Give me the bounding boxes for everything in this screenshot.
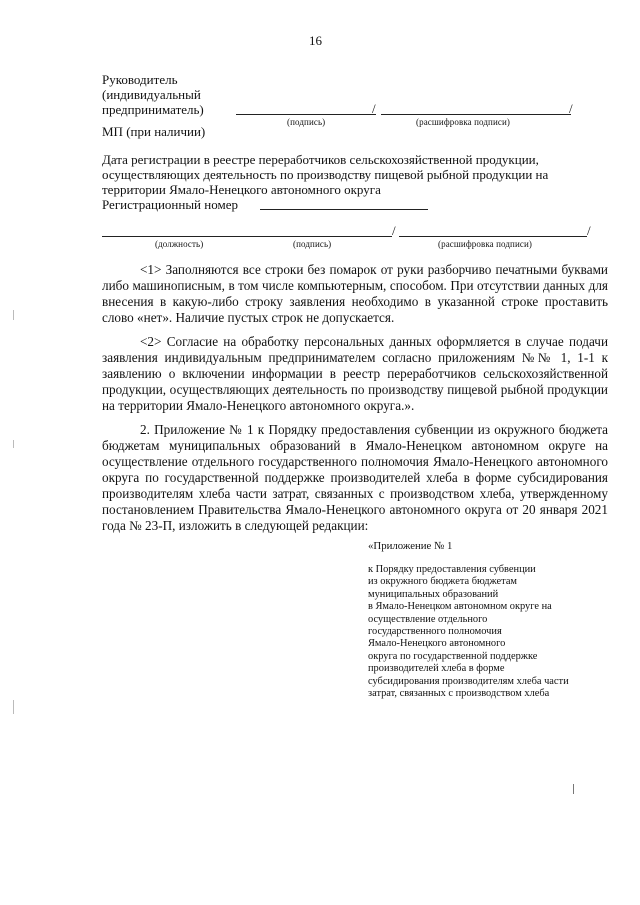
- reg-decode-caption: (расшифровка подписи): [438, 239, 532, 249]
- reg-decode-line: [399, 236, 587, 237]
- page-number: 16: [309, 33, 322, 48]
- registration-number-line: [260, 209, 428, 210]
- scan-mark: [573, 784, 574, 794]
- appendix-line: муниципальных образований: [368, 588, 499, 600]
- head-title-line2: (индивидуальный: [102, 87, 201, 102]
- scan-mark: [13, 440, 14, 448]
- appendix-line: осуществление отдельного: [368, 613, 488, 625]
- head-decode-line: [381, 114, 571, 115]
- head-slash: /: [372, 101, 376, 116]
- registration-line3: территории Ямало-Ненецкого автономного округа: [102, 182, 381, 197]
- stamp-place-label: МП (при наличии): [102, 124, 206, 139]
- appendix-line: производителей хлеба в форме: [368, 663, 505, 675]
- scan-mark: [13, 310, 14, 320]
- appendix-line: субсидирования производителям хлеба части: [368, 675, 569, 687]
- appendix-title: «Приложение № 1: [368, 540, 453, 552]
- reg-signature-caption: (подпись): [293, 239, 332, 249]
- reg-slash: /: [392, 223, 396, 238]
- position-line: [102, 236, 392, 237]
- reg-slash-end: /: [587, 223, 591, 238]
- appendix-line: государственного полномочия: [368, 626, 502, 638]
- head-slash-end: /: [569, 101, 573, 116]
- head-title-line3: предприниматель): [102, 102, 204, 117]
- registration-line1: Дата регистрации в реестре переработчиков сельскохозяйственной продукции,: [102, 152, 539, 167]
- registration-line2: осуществляющих деятельность по производству пищевой рыбной продукции на: [102, 167, 549, 182]
- appendix-line: к Порядку предоставления субвенции: [368, 564, 536, 575]
- appendix-subtitle: [368, 564, 603, 700]
- appendix-line: Ямало-Ненецкого автономного: [368, 638, 506, 650]
- position-caption: (должность): [155, 239, 204, 249]
- head-signature-line: [236, 114, 376, 115]
- appendix-line: в Ямало-Ненецком автономном округе на: [368, 601, 552, 613]
- appendix-line: из окружного бюджета бюджетам: [368, 576, 518, 588]
- appendix-line: округа по государственной поддержке: [368, 650, 538, 662]
- item-2-paragraph: 2. Приложение № 1 к Порядку предоставления субвенции из окружного бюджета бюджетам муниципальных образований в Ямало-Ненецком автономном округе на осуществление отдельного государственного полномочия Ямало-Ненецкого автономного округа по государственной поддержке производителей хлеба в форме субсидирования производителям хлеба части затрат, связанных с производством хлеба, утвержденному постановлением Правительства Ямало-Ненецкого автономного округа от 20 января 2021 года № 23-П, изложить в следующей редакции:: [102, 422, 608, 533]
- head-title-line1: Руководитель: [102, 72, 178, 87]
- registration-number-label: Регистрационный номер: [102, 197, 238, 212]
- footnote-1: <1> Заполняются все строки без помарок от руки разборчиво печатными буквами либо машинописным, в том числе компьютерным, способом. При отсутствии данных для внесения в какую-либо строку заявления необходимо в указанной строке проставить слово «нет». Наличие пустых строк не допускается.: [102, 262, 608, 325]
- scan-mark: [13, 700, 14, 714]
- head-decode-caption: (расшифровка подписи): [416, 117, 510, 127]
- head-signature-caption: (подпись): [287, 117, 326, 127]
- appendix-line: затрат, связанных с производством хлеба: [368, 688, 550, 700]
- footnote-2: <2> Согласие на обработку персональных данных оформляется в случае подачи заявления индивидуальным предпринимателем согласно приложениям №№ 1, 1-1 к заявлению о включении информации в реестр переработчиков сельскохозяйственной продукции, осуществляющих деятельность по производству пищевой рыбной продукции на территории Ямало-Ненецкого автономного округа.».: [102, 334, 608, 413]
